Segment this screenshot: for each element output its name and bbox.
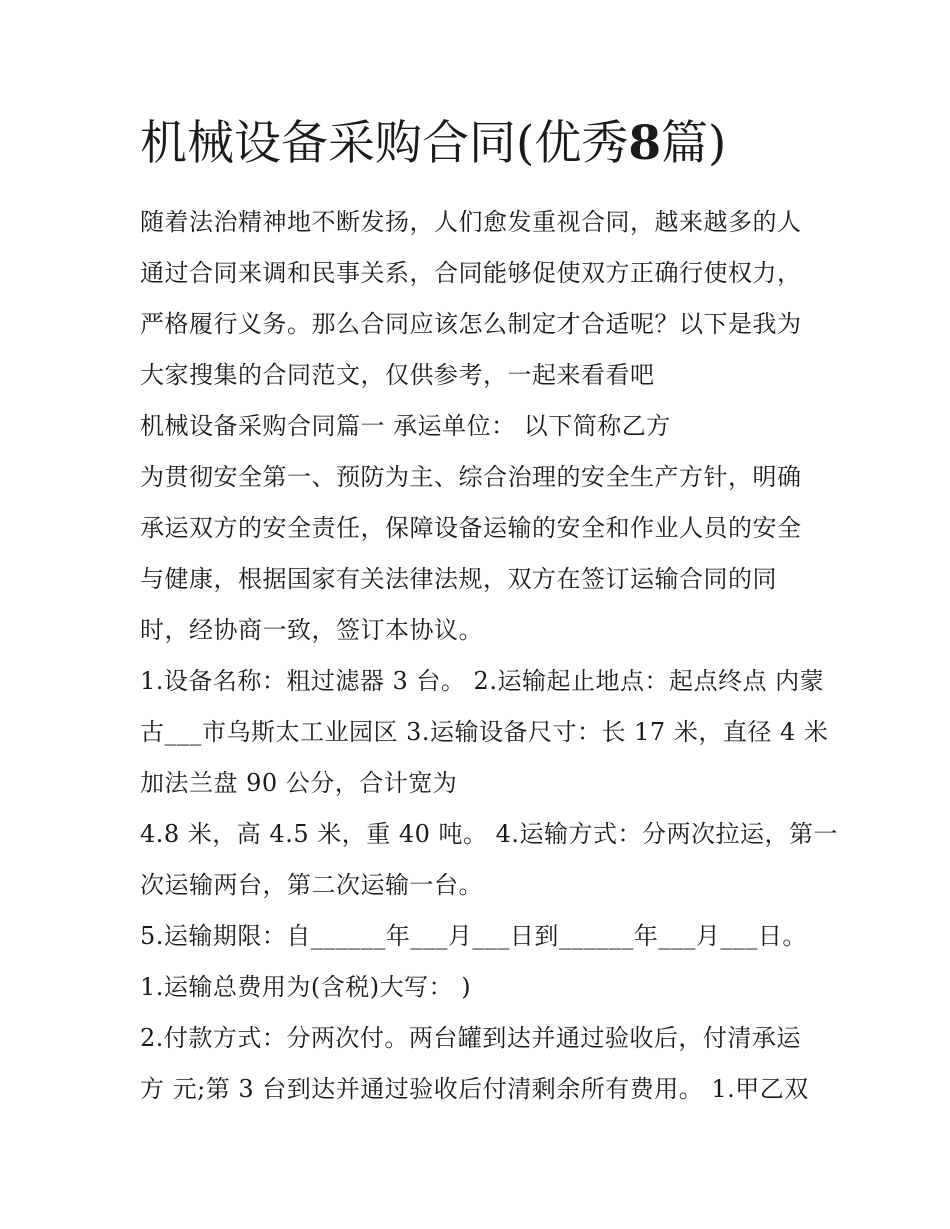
paragraph-line-10: 1.设备名称：粗过滤器 3 台。 2.运输起止地点：起点终点 内蒙 [140,667,825,695]
paragraph-line-16: 1.运输总费用为(含税)大写： ) [140,973,472,1001]
paragraph-line-4: 大家搜集的合同范文，仅供参考，一起来看看吧 [140,361,655,389]
paragraph-line-11: 古___市乌斯太工业园区 3.运输设备尺寸：长 17 米，直径 4 米 [140,718,829,746]
section-heading-line: 机械设备采购合同篇一 承运单位： 以下简称乙方 [140,412,671,440]
paragraph-line-17: 2.付款方式：分两次付。两台罐到达并通过验收后，付清承运 [140,1024,801,1052]
paragraph-line-8: 与健康，根据国家有关法律法规，双方在签订运输合同的同 [140,565,777,593]
title-number: 8 [628,116,662,171]
paragraph-line-13: 4.8 米，高 4.5 米，重 40 吨。 4.运输方式：分两次拉运，第一 [140,820,839,848]
paragraph-line-3: 严格履行义务。那么合同应该怎么制定才合适呢？以下是我为 [140,310,802,338]
document-title [140,112,726,176]
paragraph-line-2: 通过合同来调和民事关系，合同能够促使双方正确行使权力， [140,259,802,287]
paragraph-line-18: 方 元;第 3 台到达并通过验收后付清剩余所有费用。 1.甲乙双 [140,1075,809,1103]
title-end-text: 篇) [661,116,727,171]
paragraph-line-1: 随着法治精神地不断发扬，人们愈发重视合同，越来越多的人 [140,208,802,236]
paragraph-line-15: 5.运输期限：自______年___月___日到______年___月___日。 [140,922,807,950]
paragraph-line-6: 为贯彻安全第一、预防为主、综合治理的安全生产方针，明确 [140,463,802,491]
paragraph-line-7: 承运双方的安全责任，保障设备运输的安全和作业人员的安全 [140,514,802,542]
paragraph-line-14: 次运输两台，第二次运输一台。 [140,871,483,899]
paragraph-line-12: 加法兰盘 90 公分，合计宽为 [140,769,458,797]
title-main-text: 机械设备采购合同(优秀 [140,116,629,171]
paragraph-line-9: 时，经协商一致，签订本协议。 [140,616,483,644]
